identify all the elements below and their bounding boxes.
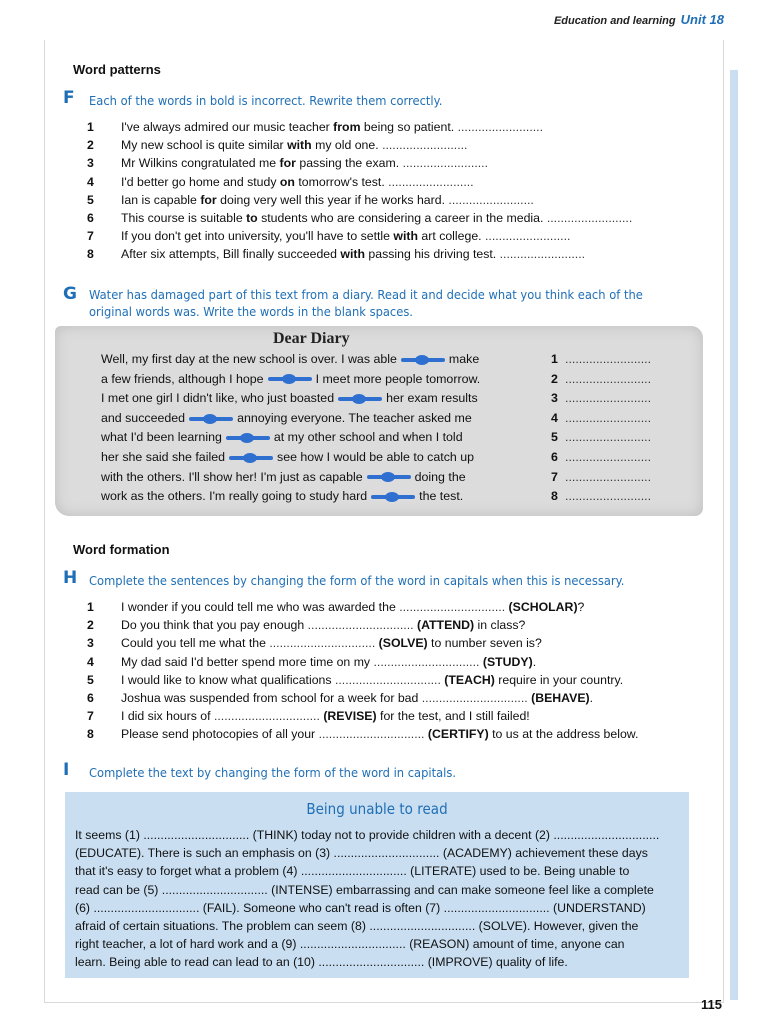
reading-title: Being unable to read	[306, 800, 448, 818]
item-text-before: This course is suitable	[121, 211, 247, 226]
exercise-letter-f: F	[63, 88, 75, 108]
answer-blank[interactable]: .........................	[565, 410, 652, 425]
capital-word: (BEHAVE)	[531, 691, 590, 706]
exercise-h-instruction: Complete the sentences by changing the form of the word in capitals when this is necessary.	[89, 573, 625, 588]
diary-answer-row	[551, 428, 671, 448]
reading-line: read can be (5) ............................... (INTENSE) embarrassing and can make someone feel like a complete	[75, 882, 654, 897]
item-text-before: Could you tell me what the	[121, 636, 270, 651]
diary-line	[101, 350, 551, 370]
diary-answer-row	[551, 350, 671, 370]
item-text	[121, 227, 570, 245]
exercise-h-item	[85, 707, 705, 725]
capital-word: (TEACH)	[444, 672, 495, 687]
answer-number: 4	[551, 410, 558, 425]
capital-word: (SCHOLAR)	[508, 600, 578, 614]
item-text-after: to us at the address below.	[488, 727, 639, 742]
item-text	[121, 118, 543, 136]
reading-text	[75, 826, 679, 972]
answer-blank[interactable]: .........................	[565, 469, 652, 484]
exercise-letter-i: I	[63, 760, 70, 780]
item-text-before: Please send photocopies of all your	[121, 727, 319, 742]
diary-text-before: her she said she failed	[101, 449, 225, 464]
item-text	[121, 598, 584, 616]
reading-line: (6) ............................... (FAIL). Someone who can't read is often (7) ............................... (UNDERSTAND)	[75, 900, 646, 915]
answer-number: 7	[551, 469, 558, 484]
diary-answer-row	[551, 409, 671, 429]
diary-text-after: annoying everyone. The teacher asked me	[237, 410, 472, 425]
exercise-f-item	[85, 209, 705, 227]
answer-blank[interactable]: ...............................	[334, 672, 441, 687]
exercise-h-item	[85, 671, 705, 689]
item-text-after: passing the exam.	[295, 156, 403, 171]
page-content	[44, 40, 724, 1003]
item-text-after: being so patient.	[360, 120, 458, 134]
reading-line: (EDUCATE). There is such an emphasis on (3) ............................... (ACADEMY) achievement these days	[75, 846, 648, 861]
diary-text-before: I met one girl I didn't like, who just boasted	[101, 391, 335, 406]
answer-blank[interactable]: ...............................	[421, 691, 528, 706]
answer-blank[interactable]: .........................	[565, 391, 652, 406]
item-text	[121, 689, 593, 707]
answer-blank[interactable]: ...............................	[269, 636, 376, 651]
exercise-f-item	[85, 227, 705, 245]
item-text-after: .	[589, 691, 594, 706]
exercise-f-item	[85, 118, 705, 136]
diary-text-before: work as the others. I'm really going to study hard	[101, 489, 368, 504]
reading-text-box	[65, 792, 689, 978]
answer-blank[interactable]: .........................	[382, 138, 468, 153]
item-number: 8	[87, 247, 94, 262]
diary-answer-row	[551, 487, 671, 507]
answer-blank[interactable]: .........................	[565, 449, 652, 464]
item-number: 7	[87, 229, 94, 244]
item-text	[121, 653, 536, 671]
diary-answer-row	[551, 389, 671, 409]
item-text-before: My new school is quite similar	[121, 138, 288, 153]
diary-text-before: a few friends, although I hope	[101, 371, 264, 386]
reading-line: learn. Being able to read can lead to an (10) ............................... (IMPROVE) quality of life.	[75, 955, 568, 970]
answer-blank[interactable]: .........................	[457, 120, 544, 134]
diary-text	[101, 350, 551, 507]
item-number: 4	[87, 654, 94, 669]
item-text-after: for the test, and I still failed!	[376, 709, 530, 724]
diary-answer-row	[551, 370, 671, 390]
capital-word: (CERTIFY)	[427, 727, 489, 742]
diary-text-after: the test.	[419, 489, 464, 504]
answer-number: 1	[551, 352, 558, 366]
item-text-after: require in your country.	[494, 672, 624, 687]
header-unit: Unit 18	[680, 12, 724, 27]
item-text-before: After six attempts, Bill finally succeeded	[121, 247, 341, 262]
item-bold-word: for	[200, 192, 217, 207]
answer-blank[interactable]: .........................	[546, 211, 633, 226]
exercise-h-item	[85, 598, 705, 616]
item-text-after: art college.	[418, 229, 486, 244]
answer-blank[interactable]: .........................	[499, 247, 586, 262]
item-text-after: ?	[577, 600, 585, 614]
exercise-g-instruction-line-1: Water has damaged part of this text from a diary. Read it and decide what you think each of the	[89, 287, 643, 302]
answer-blank[interactable]: .........................	[565, 430, 652, 445]
water-damage-blot	[185, 414, 237, 424]
exercise-f-item	[85, 173, 705, 191]
side-color-band	[730, 70, 738, 1000]
answer-number: 3	[551, 391, 558, 406]
answer-blank[interactable]: .........................	[565, 371, 652, 386]
answer-blank[interactable]: ...............................	[318, 727, 425, 742]
exercise-f-item	[85, 154, 705, 172]
answer-blank[interactable]: ...............................	[373, 654, 480, 669]
item-number: 1	[87, 600, 94, 614]
answer-blank[interactable]: .........................	[565, 489, 652, 504]
water-damage-blot	[363, 472, 415, 482]
diary-answer-row	[551, 468, 671, 488]
capital-word: (SOLVE)	[378, 636, 428, 651]
exercise-h-item	[85, 653, 705, 671]
item-text-before: I'd better go home and study	[121, 174, 280, 189]
item-text-before: If you don't get into university, you'll have to settle	[121, 229, 394, 244]
exercise-f-item	[85, 191, 705, 209]
exercise-f-instruction: Each of the words in bold is incorrect. Rewrite them correctly.	[89, 93, 443, 108]
water-damage-blot	[264, 374, 316, 384]
running-header	[554, 12, 724, 27]
item-number: 5	[87, 192, 94, 207]
item-text	[121, 671, 623, 689]
answer-blank[interactable]: .........................	[485, 229, 571, 244]
reading-line: It seems (1) ............................... (THINK) today not to provide children with a decent (2) ...............................	[75, 828, 660, 842]
water-damage-blot	[334, 394, 386, 404]
water-damage-blot	[225, 453, 277, 463]
item-text-after: students who are considering a career in the media.	[257, 211, 547, 226]
item-bold-word: for	[279, 156, 296, 171]
exercise-f-item	[85, 136, 705, 154]
exercise-h-item	[85, 616, 705, 634]
item-text-after: in class?	[474, 618, 526, 633]
answer-number: 8	[551, 489, 558, 504]
item-number: 5	[87, 672, 94, 687]
answer-blank[interactable]: .........................	[565, 352, 652, 366]
answer-blank[interactable]: ...............................	[307, 618, 414, 633]
item-text-after: passing his driving test.	[364, 247, 500, 262]
water-damage-blot	[222, 433, 274, 443]
item-text-before: I did six hours of	[121, 709, 214, 724]
answer-blank[interactable]: .........................	[448, 192, 534, 207]
item-text	[121, 136, 467, 154]
item-text-after: to number seven is?	[427, 636, 542, 651]
item-text-after: my old one.	[311, 138, 383, 153]
diary-text-after: see how I would be able to catch up	[277, 449, 475, 464]
diary-answer-list	[551, 350, 671, 507]
diary-line	[101, 428, 551, 448]
diary-text-before: Well, my first day at the new school is over. I was able	[101, 352, 397, 366]
exercise-i-instruction: Complete the text by changing the form of the word in capitals.	[89, 765, 457, 780]
diary-line	[101, 389, 551, 409]
item-text-before: Do you think that you pay enough	[121, 618, 308, 633]
answer-number: 2	[551, 371, 558, 386]
item-number: 8	[87, 727, 94, 742]
capital-word: (ATTEND)	[416, 618, 475, 633]
item-text	[121, 634, 542, 652]
item-text-before: I would like to know what qualifications	[121, 672, 335, 687]
diary-line	[101, 409, 551, 429]
header-title: Education and learning	[553, 15, 676, 27]
item-text-before: I've always admired our music teacher	[121, 120, 334, 134]
capital-word: (STUDY)	[482, 654, 533, 669]
exercise-h-item	[85, 725, 705, 743]
item-text	[121, 154, 488, 172]
exercise-h-item	[85, 634, 705, 652]
exercise-g-instruction-line-2: original words was. Write the words in the blank spaces.	[89, 304, 413, 319]
answer-blank[interactable]: ...............................	[213, 709, 320, 724]
diary-text-after: her exam results	[386, 391, 478, 406]
reading-line: right teacher, a lot of hard work and a (9) ............................... (REASON) amount of time, anyone can	[75, 937, 625, 952]
answer-number: 6	[551, 449, 558, 464]
reading-line: that it's easy to forget what a problem (4) ............................... (LITERATE) used to be. Being unable to	[75, 864, 630, 879]
exercise-letter-g: G	[63, 284, 77, 304]
answer-blank[interactable]: ...............................	[399, 600, 506, 614]
item-number: 6	[87, 211, 94, 226]
diary-line	[101, 448, 551, 468]
item-number: 7	[87, 709, 94, 724]
item-number: 6	[87, 691, 94, 706]
item-text-after: doing very well this year if he works hard.	[216, 192, 449, 207]
answer-blank[interactable]: .........................	[388, 174, 474, 189]
item-text	[121, 616, 525, 634]
item-number: 2	[87, 618, 94, 633]
answer-number: 5	[551, 430, 558, 445]
item-text	[121, 173, 474, 191]
item-text	[121, 209, 632, 227]
item-text	[121, 191, 534, 209]
diary-text-before: what I'd been learning	[101, 430, 222, 445]
diary-line	[101, 468, 551, 488]
item-bold-word: with	[340, 247, 365, 262]
item-number: 4	[87, 174, 94, 189]
exercise-h-item	[85, 689, 705, 707]
item-text	[121, 245, 585, 263]
item-text	[121, 707, 530, 725]
diary-line	[101, 487, 551, 507]
diary-text-after: doing the	[414, 469, 466, 484]
item-bold-word: to	[246, 211, 258, 226]
item-text-before: Joshua was suspended from school for a week for bad	[121, 691, 422, 706]
exercise-letter-h: H	[63, 568, 78, 588]
section-heading-word-patterns: Word patterns	[73, 62, 161, 77]
item-number: 2	[87, 138, 94, 153]
diary-answer-row	[551, 448, 671, 468]
item-number: 3	[87, 636, 94, 651]
item-text-before: I wonder if you could tell me who was awarded the	[121, 600, 400, 614]
water-damage-blot	[367, 492, 419, 502]
section-heading-word-formation: Word formation	[73, 542, 170, 557]
exercise-f-item	[85, 245, 705, 263]
diary-text-after: I meet more people tomorrow.	[315, 371, 481, 386]
answer-blank[interactable]: .........................	[402, 156, 489, 171]
diary-line	[101, 370, 551, 390]
item-text-after: .	[532, 654, 537, 669]
item-bold-word: from	[333, 120, 361, 134]
item-text-after: tomorrow's test.	[294, 174, 389, 189]
item-bold-word: with	[393, 229, 419, 244]
item-text	[121, 725, 638, 743]
page-number: 115	[701, 997, 722, 1012]
diary-text-before: and succeeded	[101, 410, 186, 425]
item-text-before: Mr Wilkins congratulated me	[121, 156, 280, 171]
capital-word: (REVISE)	[323, 709, 377, 724]
item-bold-word: with	[287, 138, 312, 153]
water-damage-blot	[397, 355, 449, 365]
item-number: 1	[87, 120, 94, 134]
exercise-f-items	[85, 118, 705, 264]
item-bold-word: on	[279, 174, 295, 189]
reading-line: afraid of certain situations. The problem can seem (8) ............................... (SOLVE). However, given the	[75, 919, 639, 934]
diary-text-after: at my other school and when I told	[273, 430, 463, 445]
item-text-before: My dad said I'd better spend more time on my	[121, 654, 374, 669]
diary-title: Dear Diary	[273, 330, 350, 347]
exercise-g-instruction	[89, 286, 650, 320]
diary-text-before: with the others. I'll show her! I'm just as capable	[101, 469, 363, 484]
item-text-before: Ian is capable	[121, 192, 201, 207]
diary-text-after: make	[448, 352, 480, 366]
exercise-h-items	[85, 598, 705, 744]
item-number: 3	[87, 156, 94, 171]
